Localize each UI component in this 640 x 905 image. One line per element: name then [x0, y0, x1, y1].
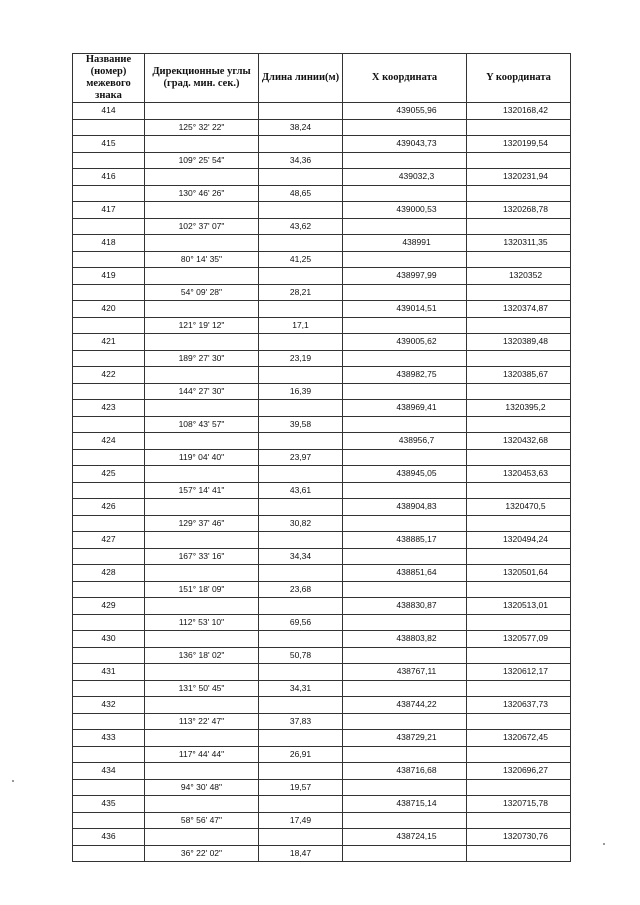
x-coordinate-cell: [343, 152, 467, 169]
point-row: [73, 631, 571, 648]
x-coordinate-cell: 439032,3: [343, 169, 467, 186]
segment-row: [73, 680, 571, 697]
y-coordinate-cell: 1320168,42: [467, 103, 571, 120]
angle-cell: 117° 44' 44": [145, 746, 259, 763]
y-coordinate-cell: 1320715,78: [467, 796, 571, 813]
angle-cell: 58° 56' 47": [145, 812, 259, 829]
x-coordinate-cell: 438885,17: [343, 532, 467, 549]
segment-row: [73, 515, 571, 532]
segment-row: [73, 350, 571, 367]
segment-row: [73, 812, 571, 829]
length-cell: 69,56: [259, 614, 343, 631]
point-row: [73, 598, 571, 615]
x-coordinate-cell: 438991: [343, 235, 467, 252]
y-coordinate-cell: [467, 548, 571, 565]
point-name-cell: 435: [73, 796, 145, 813]
angle-cell: 157° 14' 41": [145, 482, 259, 499]
x-coordinate-cell: 438851,64: [343, 565, 467, 582]
x-coordinate-cell: [343, 779, 467, 796]
length-cell: 17,49: [259, 812, 343, 829]
x-coordinate-cell: 439000,53: [343, 202, 467, 219]
y-coordinate-cell: 1320374,87: [467, 301, 571, 318]
point-row: [73, 664, 571, 681]
header-length: Длина линии(м): [259, 54, 343, 103]
y-coordinate-cell: 1320470,5: [467, 499, 571, 516]
x-coordinate-cell: 438716,68: [343, 763, 467, 780]
y-coordinate-cell: 1320730,76: [467, 829, 571, 846]
x-coordinate-cell: [343, 581, 467, 598]
x-coordinate-cell: 438997,99: [343, 268, 467, 285]
y-coordinate-cell: [467, 647, 571, 664]
length-cell: 38,24: [259, 119, 343, 136]
scan-speck: [603, 843, 605, 845]
y-coordinate-cell: [467, 350, 571, 367]
point-name-cell: 420: [73, 301, 145, 318]
y-coordinate-cell: [467, 449, 571, 466]
x-coordinate-cell: 439043,73: [343, 136, 467, 153]
angle-cell: 129° 37' 46": [145, 515, 259, 532]
length-cell: 16,39: [259, 383, 343, 400]
point-row: [73, 136, 571, 153]
point-name-cell: 424: [73, 433, 145, 450]
x-coordinate-cell: 439005,62: [343, 334, 467, 351]
length-cell: [259, 730, 343, 747]
y-coordinate-cell: 1320612,17: [467, 664, 571, 681]
point-name-cell: [73, 218, 145, 235]
angle-cell: [145, 796, 259, 813]
header-name: Название (номер) межевого знака: [73, 54, 145, 103]
point-row: [73, 103, 571, 120]
length-cell: [259, 631, 343, 648]
y-coordinate-cell: [467, 779, 571, 796]
x-coordinate-cell: [343, 812, 467, 829]
angle-cell: [145, 136, 259, 153]
point-name-cell: 419: [73, 268, 145, 285]
x-coordinate-cell: 438830,87: [343, 598, 467, 615]
point-name-cell: 416: [73, 169, 145, 186]
length-cell: [259, 301, 343, 318]
y-coordinate-cell: 1320268,78: [467, 202, 571, 219]
length-cell: [259, 169, 343, 186]
y-coordinate-cell: [467, 845, 571, 862]
y-coordinate-cell: [467, 218, 571, 235]
length-cell: 50,78: [259, 647, 343, 664]
point-row: [73, 565, 571, 582]
x-coordinate-cell: 438724,15: [343, 829, 467, 846]
x-coordinate-cell: 438767,11: [343, 664, 467, 681]
point-name-cell: 426: [73, 499, 145, 516]
segment-row: [73, 647, 571, 664]
point-name-cell: [73, 482, 145, 499]
segment-row: [73, 614, 571, 631]
angle-cell: [145, 202, 259, 219]
angle-cell: [145, 697, 259, 714]
angle-cell: [145, 169, 259, 186]
point-row: [73, 169, 571, 186]
angle-cell: 130° 46' 26": [145, 185, 259, 202]
point-row: [73, 400, 571, 417]
y-coordinate-cell: 1320513,01: [467, 598, 571, 615]
segment-row: [73, 119, 571, 136]
x-coordinate-cell: [343, 350, 467, 367]
y-coordinate-cell: [467, 746, 571, 763]
y-coordinate-cell: 1320395,2: [467, 400, 571, 417]
length-cell: 18,47: [259, 845, 343, 862]
angle-cell: [145, 631, 259, 648]
x-coordinate-cell: [343, 845, 467, 862]
y-coordinate-cell: 1320389,48: [467, 334, 571, 351]
point-name-cell: 422: [73, 367, 145, 384]
angle-cell: 121° 19' 12": [145, 317, 259, 334]
point-name-cell: [73, 713, 145, 730]
x-coordinate-cell: [343, 680, 467, 697]
length-cell: [259, 268, 343, 285]
y-coordinate-cell: 1320672,45: [467, 730, 571, 747]
y-coordinate-cell: [467, 581, 571, 598]
point-name-cell: [73, 119, 145, 136]
point-name-cell: [73, 779, 145, 796]
x-coordinate-cell: 438744,22: [343, 697, 467, 714]
y-coordinate-cell: [467, 614, 571, 631]
angle-cell: [145, 367, 259, 384]
y-coordinate-cell: [467, 119, 571, 136]
y-coordinate-cell: 1320432,68: [467, 433, 571, 450]
length-cell: [259, 532, 343, 549]
length-cell: 23,97: [259, 449, 343, 466]
length-cell: [259, 598, 343, 615]
x-coordinate-cell: [343, 482, 467, 499]
x-coordinate-cell: 438945,05: [343, 466, 467, 483]
angle-cell: 144° 27' 30": [145, 383, 259, 400]
x-coordinate-cell: [343, 119, 467, 136]
y-coordinate-cell: [467, 713, 571, 730]
length-cell: 17,1: [259, 317, 343, 334]
segment-row: [73, 383, 571, 400]
angle-cell: [145, 400, 259, 417]
point-name-cell: [73, 614, 145, 631]
x-coordinate-cell: [343, 548, 467, 565]
length-cell: [259, 565, 343, 582]
y-coordinate-cell: [467, 317, 571, 334]
angle-cell: [145, 268, 259, 285]
point-name-cell: 423: [73, 400, 145, 417]
x-coordinate-cell: 438904,83: [343, 499, 467, 516]
angle-cell: 36° 22' 02": [145, 845, 259, 862]
angle-cell: 151° 18' 09": [145, 581, 259, 598]
y-coordinate-cell: [467, 812, 571, 829]
angle-cell: 136° 18' 02": [145, 647, 259, 664]
length-cell: 39,58: [259, 416, 343, 433]
angle-cell: [145, 334, 259, 351]
point-name-cell: [73, 680, 145, 697]
x-coordinate-cell: [343, 317, 467, 334]
length-cell: 43,62: [259, 218, 343, 235]
header-angles: Дирекционные углы (град. мин. сек.): [145, 54, 259, 103]
angle-cell: [145, 301, 259, 318]
y-coordinate-cell: [467, 251, 571, 268]
y-coordinate-cell: [467, 515, 571, 532]
segment-row: [73, 152, 571, 169]
x-coordinate-cell: [343, 614, 467, 631]
segment-row: [73, 317, 571, 334]
y-coordinate-cell: 1320231,94: [467, 169, 571, 186]
length-cell: 34,36: [259, 152, 343, 169]
point-row: [73, 367, 571, 384]
y-coordinate-cell: 1320199,54: [467, 136, 571, 153]
y-coordinate-cell: 1320311,35: [467, 235, 571, 252]
point-name-cell: 428: [73, 565, 145, 582]
y-coordinate-cell: [467, 152, 571, 169]
y-coordinate-cell: [467, 185, 571, 202]
angle-cell: [145, 235, 259, 252]
x-coordinate-cell: 438803,82: [343, 631, 467, 648]
point-name-cell: [73, 746, 145, 763]
y-coordinate-cell: [467, 680, 571, 697]
angle-cell: [145, 598, 259, 615]
angle-cell: 119° 04' 40": [145, 449, 259, 466]
header-y: Y координата: [467, 54, 571, 103]
segment-row: [73, 581, 571, 598]
segment-row: [73, 284, 571, 301]
angle-cell: 54° 09' 28": [145, 284, 259, 301]
point-name-cell: 418: [73, 235, 145, 252]
segment-row: [73, 482, 571, 499]
length-cell: [259, 334, 343, 351]
point-name-cell: 436: [73, 829, 145, 846]
point-row: [73, 499, 571, 516]
point-row: [73, 301, 571, 318]
header-x: X координата: [343, 54, 467, 103]
segment-row: [73, 845, 571, 862]
x-coordinate-cell: [343, 449, 467, 466]
angle-cell: [145, 763, 259, 780]
x-coordinate-cell: 439055,96: [343, 103, 467, 120]
segment-row: [73, 251, 571, 268]
y-coordinate-cell: [467, 482, 571, 499]
x-coordinate-cell: 439014,51: [343, 301, 467, 318]
length-cell: [259, 829, 343, 846]
point-row: [73, 763, 571, 780]
length-cell: 23,68: [259, 581, 343, 598]
point-name-cell: 430: [73, 631, 145, 648]
angle-cell: [145, 499, 259, 516]
x-coordinate-cell: 438715,14: [343, 796, 467, 813]
point-name-cell: 432: [73, 697, 145, 714]
point-name-cell: [73, 284, 145, 301]
length-cell: [259, 202, 343, 219]
boundary-coordinates-table: [72, 53, 571, 862]
angle-cell: [145, 103, 259, 120]
length-cell: [259, 796, 343, 813]
x-coordinate-cell: [343, 746, 467, 763]
y-coordinate-cell: [467, 383, 571, 400]
point-name-cell: 421: [73, 334, 145, 351]
point-name-cell: 414: [73, 103, 145, 120]
x-coordinate-cell: [343, 647, 467, 664]
angle-cell: [145, 730, 259, 747]
y-coordinate-cell: 1320352: [467, 268, 571, 285]
length-cell: [259, 400, 343, 417]
length-cell: 26,91: [259, 746, 343, 763]
x-coordinate-cell: 438729,21: [343, 730, 467, 747]
angle-cell: [145, 466, 259, 483]
y-coordinate-cell: 1320696,27: [467, 763, 571, 780]
scan-speck: [12, 780, 14, 782]
length-cell: 19,57: [259, 779, 343, 796]
length-cell: [259, 697, 343, 714]
length-cell: [259, 664, 343, 681]
point-name-cell: [73, 416, 145, 433]
point-name-cell: 429: [73, 598, 145, 615]
x-coordinate-cell: [343, 251, 467, 268]
angle-cell: [145, 565, 259, 582]
segment-row: [73, 548, 571, 565]
point-row: [73, 532, 571, 549]
angle-cell: 113° 22' 47": [145, 713, 259, 730]
y-coordinate-cell: [467, 284, 571, 301]
x-coordinate-cell: 438956,7: [343, 433, 467, 450]
angle-cell: 112° 53' 10": [145, 614, 259, 631]
point-name-cell: [73, 515, 145, 532]
length-cell: [259, 433, 343, 450]
point-name-cell: [73, 317, 145, 334]
header-row: [73, 54, 571, 103]
x-coordinate-cell: [343, 284, 467, 301]
angle-cell: 80° 14' 35": [145, 251, 259, 268]
angle-cell: [145, 532, 259, 549]
point-row: [73, 268, 571, 285]
point-row: [73, 202, 571, 219]
y-coordinate-cell: 1320637,73: [467, 697, 571, 714]
point-name-cell: 425: [73, 466, 145, 483]
y-coordinate-cell: [467, 416, 571, 433]
length-cell: 30,82: [259, 515, 343, 532]
point-name-cell: [73, 383, 145, 400]
point-name-cell: [73, 449, 145, 466]
segment-row: [73, 218, 571, 235]
length-cell: 34,34: [259, 548, 343, 565]
point-name-cell: [73, 185, 145, 202]
point-name-cell: [73, 812, 145, 829]
length-cell: [259, 367, 343, 384]
point-row: [73, 697, 571, 714]
point-row: [73, 235, 571, 252]
length-cell: 34,31: [259, 680, 343, 697]
table-body: [73, 103, 571, 862]
segment-row: [73, 185, 571, 202]
x-coordinate-cell: [343, 515, 467, 532]
angle-cell: 108° 43' 57": [145, 416, 259, 433]
segment-row: [73, 713, 571, 730]
angle-cell: 94° 30' 48": [145, 779, 259, 796]
point-row: [73, 334, 571, 351]
segment-row: [73, 779, 571, 796]
length-cell: [259, 763, 343, 780]
angle-cell: 189° 27' 30": [145, 350, 259, 367]
segment-row: [73, 416, 571, 433]
angle-cell: [145, 664, 259, 681]
x-coordinate-cell: 438982,75: [343, 367, 467, 384]
x-coordinate-cell: [343, 713, 467, 730]
point-row: [73, 796, 571, 813]
point-row: [73, 433, 571, 450]
point-name-cell: 427: [73, 532, 145, 549]
point-row: [73, 730, 571, 747]
point-name-cell: 431: [73, 664, 145, 681]
x-coordinate-cell: [343, 416, 467, 433]
y-coordinate-cell: 1320577,09: [467, 631, 571, 648]
length-cell: 48,65: [259, 185, 343, 202]
point-name-cell: [73, 647, 145, 664]
length-cell: [259, 499, 343, 516]
y-coordinate-cell: 1320385,67: [467, 367, 571, 384]
length-cell: [259, 136, 343, 153]
length-cell: 43,61: [259, 482, 343, 499]
angle-cell: 102° 37' 07": [145, 218, 259, 235]
length-cell: [259, 235, 343, 252]
x-coordinate-cell: [343, 185, 467, 202]
y-coordinate-cell: 1320501,64: [467, 565, 571, 582]
segment-row: [73, 449, 571, 466]
point-name-cell: 434: [73, 763, 145, 780]
point-name-cell: 433: [73, 730, 145, 747]
point-name-cell: [73, 581, 145, 598]
point-name-cell: [73, 350, 145, 367]
point-row: [73, 466, 571, 483]
length-cell: [259, 466, 343, 483]
x-coordinate-cell: 438969,41: [343, 400, 467, 417]
angle-cell: 167° 33' 16": [145, 548, 259, 565]
x-coordinate-cell: [343, 218, 467, 235]
angle-cell: [145, 433, 259, 450]
point-name-cell: 415: [73, 136, 145, 153]
point-name-cell: [73, 548, 145, 565]
length-cell: 37,83: [259, 713, 343, 730]
point-name-cell: [73, 152, 145, 169]
segment-row: [73, 746, 571, 763]
angle-cell: 109° 25' 54": [145, 152, 259, 169]
x-coordinate-cell: [343, 383, 467, 400]
y-coordinate-cell: 1320494,24: [467, 532, 571, 549]
angle-cell: 125° 32' 22": [145, 119, 259, 136]
point-row: [73, 829, 571, 846]
angle-cell: [145, 829, 259, 846]
length-cell: 23,19: [259, 350, 343, 367]
length-cell: 41,25: [259, 251, 343, 268]
point-name-cell: 417: [73, 202, 145, 219]
point-name-cell: [73, 251, 145, 268]
point-name-cell: [73, 845, 145, 862]
length-cell: 28,21: [259, 284, 343, 301]
angle-cell: 131° 50' 45": [145, 680, 259, 697]
y-coordinate-cell: 1320453,63: [467, 466, 571, 483]
length-cell: [259, 103, 343, 120]
